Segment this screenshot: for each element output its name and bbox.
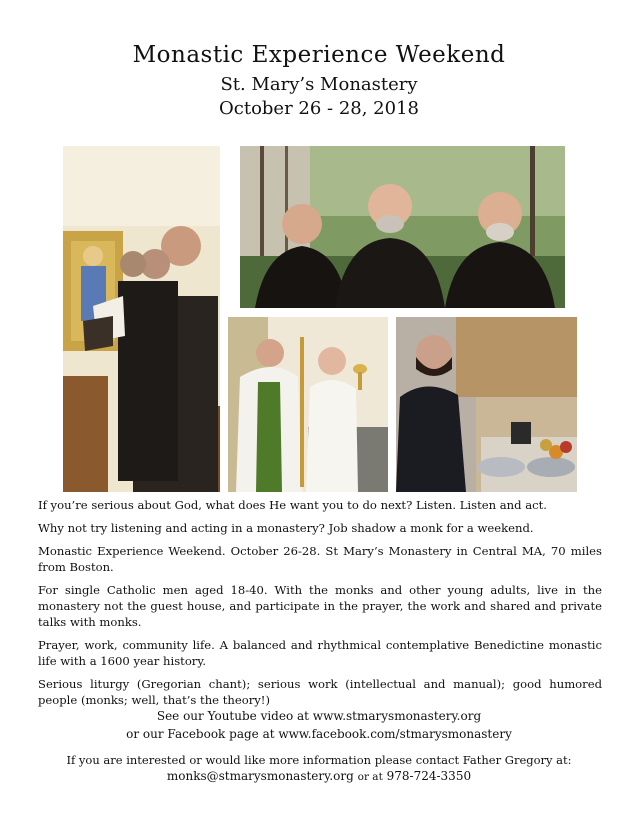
location-subtitle: St. Mary’s Monastery [220,74,418,95]
photo-monks-reading [63,146,220,492]
paragraph-location: Monastic Experience Weekend. October 26-28. St Mary’s Monastery in Central MA, 70 miles from Boston. [38,544,602,574]
photo-mass-celebration [228,317,388,492]
paragraph-job-shadow: Why not try listening and acting in a monastery? Job shadow a monk for a weekend. [38,521,534,535]
contact-line: If you are interested or would like more information please contact Father Gregory at: [66,753,572,767]
page-title: Monastic Experience Weekend [132,42,506,68]
or-at-text: or at [357,771,383,783]
email-link[interactable]: monks@stmarysmonastery.org [166,769,354,783]
paragraph-liturgy: Serious liturgy (Gregorian chant); serious work (intellectual and manual); good humored people (monks; well, that’s the theory!) [38,677,602,707]
dates-subtitle: October 26 - 28, 2018 [219,98,419,119]
phone-number[interactable]: 978-724-3350 [386,769,472,783]
facebook-line[interactable]: or our Facebook page at www.facebook.com/stmarysmonastery [126,727,512,741]
contact-details [0,768,638,785]
youtube-line[interactable]: See our Youtube video at www.stmarysmonastery.org [156,709,482,723]
photo-three-monks [240,146,565,308]
description-text [38,497,602,715]
paragraph-eligibility: For single Catholic men aged 18-40. With the monks and other young adults, live in the monastery not the guest house, and participate in the prayer, the work and shared and private talks with monks. [38,583,602,629]
photo-monk-kitchen [396,317,577,492]
paragraph-listen: If you’re serious about God, what does He want you to do next? Listen. Listen and act. [38,498,547,512]
paragraph-monastic-life: Prayer, work, community life. A balanced and rhythmical contemplative Benedictine monastic life with a 1600 year history. [38,638,602,668]
